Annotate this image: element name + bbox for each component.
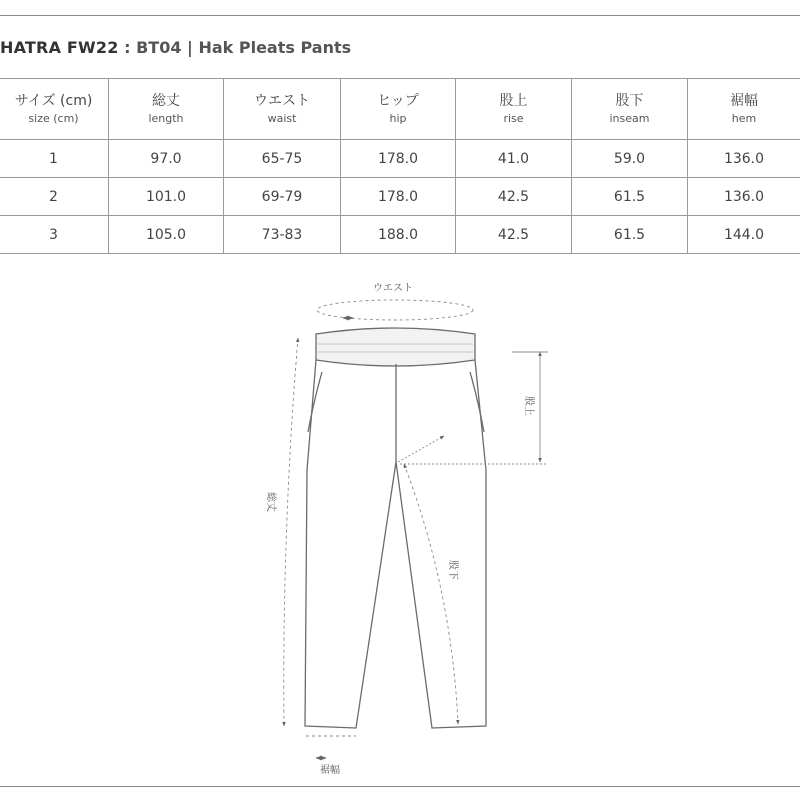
right-leg	[396, 360, 486, 728]
hem-measure	[306, 736, 356, 758]
cell-length: 97.0	[109, 140, 224, 178]
cell-rise: 42.5	[456, 216, 572, 254]
svg-text:総丈: 総丈	[265, 492, 276, 512]
left-leg	[305, 360, 396, 728]
svg-text:股下: 股下	[447, 560, 458, 580]
cell-hem: 136.0	[688, 140, 800, 178]
cell-rise: 41.0	[456, 140, 572, 178]
cell-hip: 188.0	[341, 216, 456, 254]
table-row	[0, 178, 800, 216]
length-measure	[284, 338, 298, 726]
title-separator: :	[118, 38, 137, 57]
inseam-measure	[398, 436, 458, 724]
cell-rise: 42.5	[456, 178, 572, 216]
cell-length: 105.0	[109, 216, 224, 254]
header-length: 総丈 length	[109, 79, 224, 140]
page-title	[0, 38, 351, 64]
bottom-rule	[0, 786, 800, 787]
pants-measurement-diagram	[0, 262, 800, 782]
cell-size: 1	[0, 140, 109, 178]
table-row	[0, 216, 800, 254]
waist-measure	[317, 300, 473, 320]
cell-size: 2	[0, 178, 109, 216]
table-row	[0, 140, 800, 178]
cell-waist: 65-75	[224, 140, 341, 178]
cell-length: 101.0	[109, 178, 224, 216]
svg-text:股上: 股上	[523, 396, 534, 416]
cell-inseam: 59.0	[572, 140, 688, 178]
brand-name: HATRA FW22	[0, 38, 119, 57]
waist-label: ウエスト	[373, 283, 413, 294]
header-waist: ウエスト waist	[224, 79, 341, 140]
cell-inseam: 61.5	[572, 216, 688, 254]
length-label	[265, 492, 278, 512]
top-rule	[0, 15, 800, 16]
cell-waist: 73-83	[224, 216, 341, 254]
header-inseam: 股下 inseam	[572, 79, 688, 140]
cell-hip: 178.0	[341, 178, 456, 216]
cell-waist: 69-79	[224, 178, 341, 216]
cell-hip: 178.0	[341, 140, 456, 178]
header-hem: 裾幅 hem	[688, 79, 800, 140]
table-header-row	[0, 79, 800, 140]
hem-label: 裾幅	[320, 765, 340, 776]
waistband	[316, 328, 475, 366]
header-size: サイズ (cm) size (cm)	[0, 79, 109, 140]
cell-hem: 136.0	[688, 178, 800, 216]
pants-illustration	[305, 328, 486, 728]
header-rise: 股上 rise	[456, 79, 572, 140]
header-hip: ヒップ hip	[341, 79, 456, 140]
inseam-label	[447, 560, 459, 580]
left-pocket	[308, 372, 322, 432]
cell-inseam: 61.5	[572, 178, 688, 216]
cell-size: 3	[0, 216, 109, 254]
product-name: BT04 | Hak Pleats Pants	[136, 38, 352, 57]
rise-label	[523, 396, 536, 416]
size-table	[0, 78, 800, 254]
cell-hem: 144.0	[688, 216, 800, 254]
